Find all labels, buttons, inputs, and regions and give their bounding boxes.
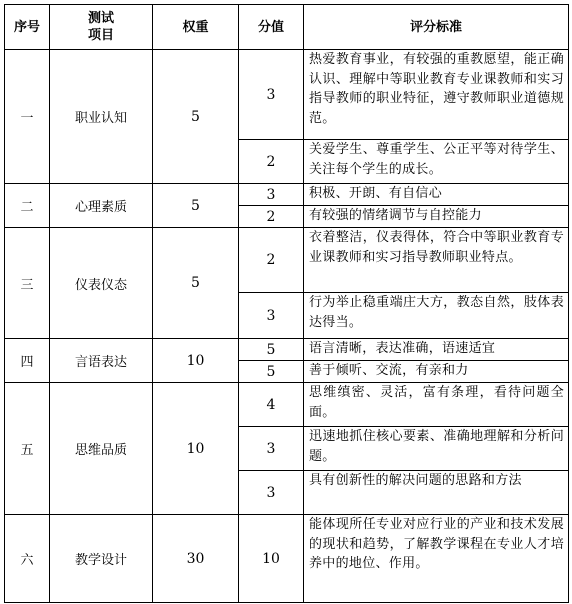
- section-item: 心理素质: [50, 184, 153, 228]
- header-score: 分值: [239, 5, 304, 50]
- header-item-line2: 项目: [87, 28, 114, 43]
- row-criterion: 热爱教育事业，有较强的重教愿望，能正确认识、理解中等职业教育专业课教师和实习指导教师的职业特征，遵守教师职业道德规范。: [304, 50, 569, 140]
- section-index: 六: [5, 515, 50, 603]
- table-row: [5, 50, 569, 140]
- table-row: [5, 184, 569, 206]
- scoring-table: [4, 4, 569, 603]
- table-row: [5, 339, 569, 361]
- row-criterion: 语言清晰，表达准确，语速适宜: [304, 339, 569, 361]
- section-weight: 5: [153, 228, 239, 339]
- row-score: 2: [239, 140, 304, 184]
- table-row: [5, 515, 569, 603]
- row-score: 3: [239, 50, 304, 140]
- section-item: 思维品质: [50, 383, 153, 515]
- header-weight: 权重: [153, 5, 239, 50]
- row-score: 4: [239, 383, 304, 427]
- row-score: 3: [239, 184, 304, 206]
- section-index: 一: [5, 50, 50, 184]
- row-criterion: 积极、开朗、有自信心: [304, 184, 569, 206]
- row-criterion: 能体现所任专业对应行业的产业和技术发展的现状和趋势，了解教学课程在专业人才培养中的地位、作用。: [304, 515, 569, 603]
- section-weight: 10: [153, 339, 239, 383]
- row-score: 5: [239, 361, 304, 383]
- section-index: 三: [5, 228, 50, 339]
- row-criterion: 迅速地抓住核心要素、准确地理解和分析问题。: [304, 427, 569, 471]
- row-score: 3: [239, 427, 304, 471]
- section-weight: 30: [153, 515, 239, 603]
- row-criterion: 关爱学生、尊重学生、公正平等对待学生、关注每个学生的成长。: [304, 140, 569, 184]
- table-row: [5, 383, 569, 427]
- header-item: [50, 5, 153, 50]
- row-score: 5: [239, 339, 304, 361]
- row-score: 3: [239, 471, 304, 515]
- row-score: 2: [239, 206, 304, 228]
- section-weight: 5: [153, 184, 239, 228]
- section-item: 仪表仪态: [50, 228, 153, 339]
- section-index: 四: [5, 339, 50, 383]
- row-criterion: 思维缜密、灵活，富有条理，看待问题全面。: [304, 383, 569, 427]
- header-row: [5, 5, 569, 50]
- row-criterion: 衣着整洁，仪表得体，符合中等职业教育专业课教师和实习指导教师职业特点。: [304, 228, 569, 293]
- header-index: 序号: [5, 5, 50, 50]
- row-score: 10: [239, 515, 304, 603]
- section-index: 二: [5, 184, 50, 228]
- section-item: 言语表达: [50, 339, 153, 383]
- section-index: 五: [5, 383, 50, 515]
- row-criterion: 有较强的情绪调节与自控能力: [304, 206, 569, 228]
- section-weight: 5: [153, 50, 239, 184]
- row-criterion: 善于倾听、交流，有亲和力: [304, 361, 569, 383]
- row-criterion: 行为举止稳重端庄大方，教态自然，肢体表达得当。: [304, 293, 569, 339]
- table-row: [5, 228, 569, 293]
- row-criterion: 具有创新性的解决问题的思路和方法: [304, 471, 569, 515]
- row-score: 2: [239, 228, 304, 293]
- row-score: 3: [239, 293, 304, 339]
- section-item: 教学设计: [50, 515, 153, 603]
- section-item: 职业认知: [50, 50, 153, 184]
- header-criteria: 评分标准: [304, 5, 569, 50]
- header-item-line1: 测试: [87, 11, 114, 26]
- section-weight: 10: [153, 383, 239, 515]
